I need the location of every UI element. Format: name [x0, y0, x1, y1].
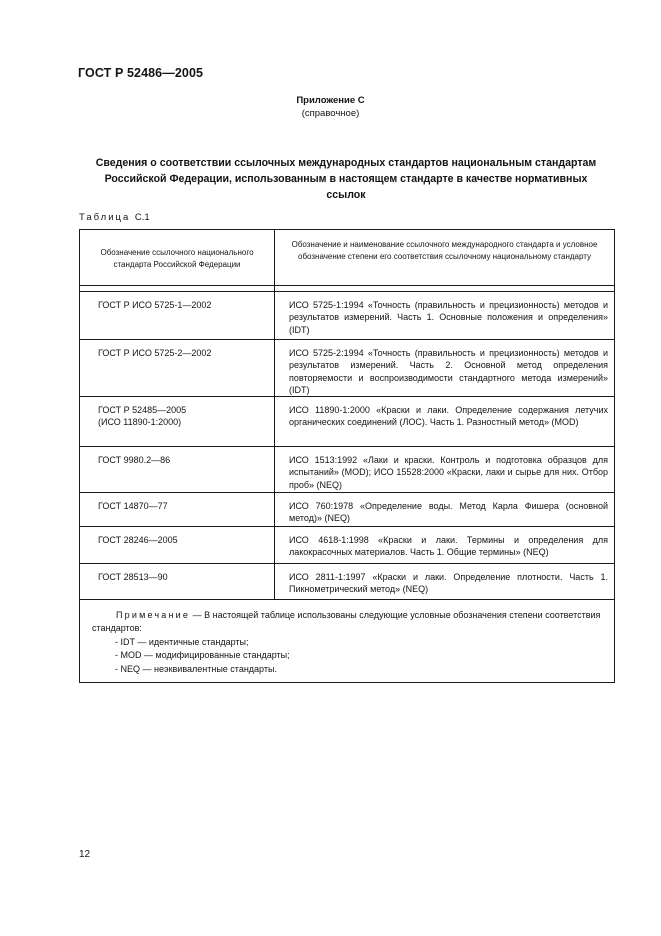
page-number: 12	[79, 849, 91, 860]
international-standard-cell: ИСО 5725-2:1994 «Точность (правильность и прецизионность) методов и результатов измерений. Часть 2. Основной метод определения повторяемости и воспроизводимости стандартного метода измерений» (IDT)	[289, 348, 608, 396]
note-text	[92, 609, 606, 636]
national-standard-cell	[80, 397, 275, 446]
international-standard-cell: ИСО 2811-1:1997 «Краски и лаки. Определение плотности. Часть 1. Пикнометрический метод» (NEQ)	[289, 572, 608, 595]
table-note-row	[80, 600, 614, 682]
table-row	[80, 564, 614, 600]
standards-table	[79, 229, 615, 683]
table-caption	[79, 212, 150, 223]
national-standard: ГОСТ 28513—90	[98, 572, 168, 582]
national-standard: ГОСТ 14870—77	[98, 501, 168, 511]
annex-title: Приложение С	[296, 95, 365, 106]
national-standard: ГОСТ Р ИСО 5725-1—2002	[98, 300, 212, 310]
table-caption-word: Таблица	[79, 212, 131, 223]
table-header-row	[80, 230, 614, 286]
national-standard-cell	[80, 564, 275, 599]
national-standard: ГОСТ Р ИСО 5725-2—2002	[98, 348, 212, 358]
international-standard-cell: ИСО 5725-1:1994 «Точность (правильность и прецизионность) методов и результатов измерений. Часть 1. Основные положения и определения» (IDT)	[289, 300, 608, 335]
international-standard-cell: ИСО 1513:1992 «Лаки и краски. Контроль и подготовка образцов для испытаний» (MOD); ИСО 15528:2000 «Краски, лаки и сырье для них. Отбор проб» (NEQ)	[289, 455, 608, 490]
national-standard: ГОСТ 9980.2—86	[98, 455, 171, 465]
table-row	[80, 527, 614, 564]
national-standard-cell	[80, 340, 275, 396]
national-standard-cell	[80, 447, 275, 492]
table-row	[80, 292, 614, 340]
table-row	[80, 397, 614, 447]
international-standard-cell: ИСО 11890-1:2000 «Краски и лаки. Определение содержания летучих органических соединений (ЛОС). Часть 1. Разностный метод» (MOD)	[289, 405, 608, 428]
annex-subtitle: (справочное)	[301, 107, 360, 119]
table-caption-number: С.1	[134, 212, 150, 223]
spacer-cell	[275, 286, 614, 291]
international-standard-cell: ИСО 4618-1:1998 «Краски и лаки. Термины и определения для лакокрасочных материалов. Часть 1. Общие термины» (NEQ)	[289, 535, 608, 558]
spacer-cell	[80, 286, 275, 291]
national-standard-cell	[80, 527, 275, 563]
national-standard: ГОСТ 28246—2005	[98, 535, 178, 545]
annex-heading	[0, 95, 661, 120]
table-row	[80, 447, 614, 493]
note-label: Примечание	[116, 610, 191, 620]
section-title-line: ссылок	[326, 189, 366, 201]
table-row	[80, 340, 614, 397]
document-code: ГОСТ Р 52486—2005	[78, 66, 204, 80]
note-item: - NEQ — неэквивалентные стандарты.	[115, 663, 277, 674]
note-item: - IDT — идентичные стандарты;	[115, 636, 249, 647]
section-title-line: Сведения о соответствии ссылочных международных стандартов национальным стандартам	[95, 157, 597, 169]
section-title-line: Российской Федерации, использованным в настоящем стандарте в качестве нормативных	[104, 173, 588, 185]
table-row	[80, 493, 614, 527]
column-header-national: Обозначение ссылочного национального стандарта Российской Федерации	[80, 230, 275, 285]
note-body: — В настоящей таблице использованы следующие условные обозначения степени соответствия стандартов:	[92, 610, 601, 634]
national-standard: ГОСТ Р 52485—2005	[98, 405, 187, 415]
column-header-international: Обозначение и наименование ссылочного международного стандарта и условное обозначение степени его соответствия ссылочному национальному стандарту	[291, 240, 598, 261]
international-standard-cell: ИСО 760:1978 «Определение воды. Метод Карла Фишера (основной метод)» (NEQ)	[289, 501, 608, 524]
national-standard-equivalent: (ИСО 11890-1:2000)	[98, 417, 182, 428]
national-standard-cell	[80, 292, 275, 339]
national-standard-cell	[80, 493, 275, 526]
section-title	[78, 155, 614, 203]
note-item: - MOD — модифицированные стандарты;	[115, 650, 290, 661]
table-note	[80, 600, 614, 682]
